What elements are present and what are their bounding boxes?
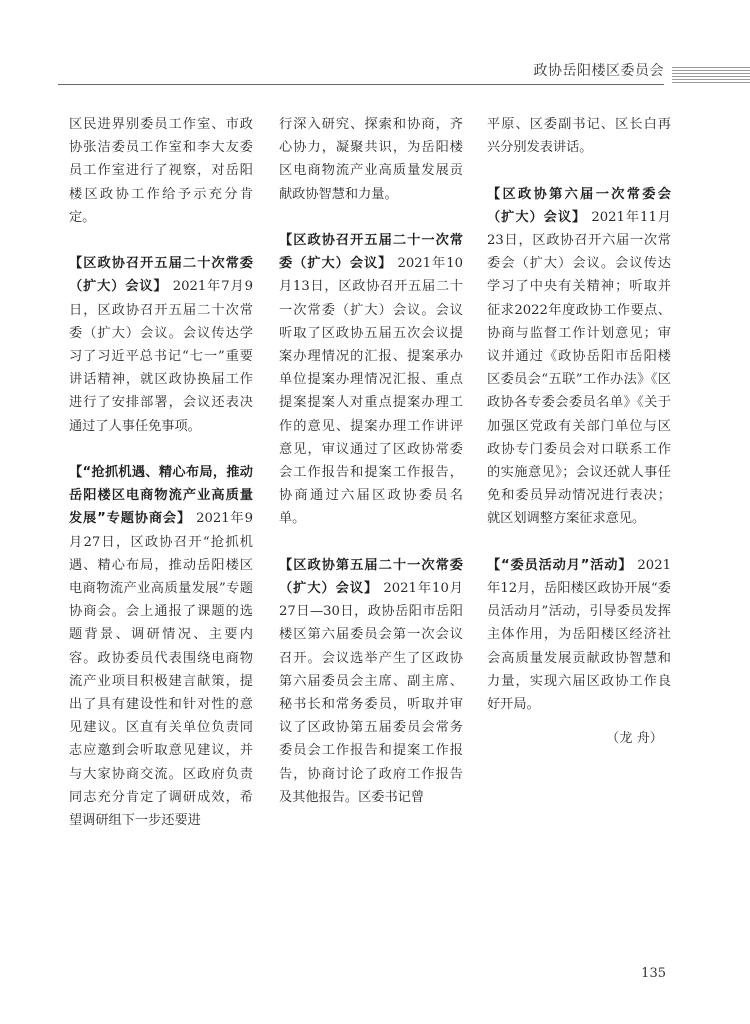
paragraph-text: 行深入研究、探索和协商，齐心协力，凝聚共识，为岳阳楼区电商物流产业高质量发展贡献政协智慧和力量。 xyxy=(279,117,463,202)
paragraph-text: 2021年10月13日，区政协召开五届二十一次常委（扩大）会议。会议听取了区政协五届五次会议提案办理情况的汇报、提案承办单位提案办理情况汇报、重点提案提案人对重点提案办理工作的意见、提案办理工作讲评意见，审议通过了区政协常委会工作报告和提案工作报告，协商通过六届区政协委员名单。 xyxy=(279,256,464,527)
column-1 xyxy=(69,113,253,855)
paragraph xyxy=(69,113,253,229)
paragraph-text: 2021年11月23日，区政协召开六届一次常委会（扩大）会议。会议传达学习了中央有关精神；听取并征求2022年度政协工作要点、协商与监督工作计划意见；审议并通过《政协岳阳市岳阳楼区委员会“五联”工作办法》《区政协各专委会委员名单》《关于加强区党政有关部门单位与区政协专门委员会对口联系工作的实施意见》；会议还就人事任免和委员异动情况进行表决；就区划调整方案征求意见。 xyxy=(487,209,671,527)
section-heading: 【区政协第六届一次常委会（扩大）会议】 xyxy=(487,186,671,225)
header-divider xyxy=(58,84,664,85)
paragraph-text: 2021年9月27日，区政协召开“抢抓机遇、精心布局，推动岳阳楼区电商物流产业高质量发展”专题协商会。会上通报了课题的选题背景、调研情况、主要内容。政协委员代表围绕电商物流产业项目积极建言献策，提出了具有建设性和针对性的意见建议。区直有关单位负责同志应邀到会听取意见建议，并与大家协商交流。区政府负责同志充分肯定了调研成效，希望调研组下一步还要进 xyxy=(69,511,253,829)
section-heading: 【“委员活动月”活动】 xyxy=(487,557,633,573)
paragraph-text: 2021年10月27日—30日，政协岳阳市岳阳楼区第六届委员会第一次会议召开。会议选举产生了区政协第六届委员会主席、副主席、秘书长和常务委员，听取并审议了区政协第五届委员会常务委员会工作报告和提案工作报告，协商讨论了政府工作报告及其他报告。区委书记曾 xyxy=(279,581,463,805)
section-heading: 【区政协召开五届二十一次常委（扩大）会议】 xyxy=(279,233,463,272)
header-stripe-decoration xyxy=(672,67,750,83)
page-number: 135 xyxy=(641,966,666,981)
paragraph xyxy=(279,554,463,809)
paragraph-text: 区民进界别委员工作室、市政协张洁委员工作室和李大友委员工作室进行了视察，对岳阳楼区政协工作给予示充分肯定。 xyxy=(69,117,253,225)
paragraph xyxy=(487,183,671,531)
paragraph xyxy=(279,113,463,206)
paragraph-text: 平原、区委副书记、区长白再兴分别发表讲话。 xyxy=(487,117,671,156)
column-3 xyxy=(487,113,671,751)
paragraph-text: 2021年7月9日，区政协召开五届二十次常委（扩大）会议。会议传达学习了习近平总书记“七一”重要讲话精神，就区政协换届工作进行了安排部署，会议还表决通过了人事任免事项。 xyxy=(69,279,253,434)
column-2 xyxy=(279,113,463,832)
section-heading: 【“抢抓机遇、精心布局，推动岳阳楼区电商物流产业高质量发展”专题协商会】 xyxy=(69,465,253,527)
header-title: 政协岳阳楼区委员会 xyxy=(533,63,664,79)
paragraph xyxy=(69,252,253,438)
section-heading: 【区政协召开五届二十次常委（扩大）会议】 xyxy=(69,256,253,295)
paragraph xyxy=(69,461,253,832)
paragraph xyxy=(487,113,671,159)
paragraph-text: 2021年12月，岳阳楼区政协开展“委员活动月”活动，引导委员发挥主体作用，为岳阳楼区经济社会高质量发展贡献政协智慧和力量，实现六届区政协工作良好开局。 xyxy=(487,557,671,713)
author-signature: （龙 舟） xyxy=(606,731,663,747)
paragraph xyxy=(279,229,463,531)
paragraph xyxy=(487,554,671,716)
section-heading: 【区政协第五届二十一次常委（扩大）会议】 xyxy=(279,557,463,597)
